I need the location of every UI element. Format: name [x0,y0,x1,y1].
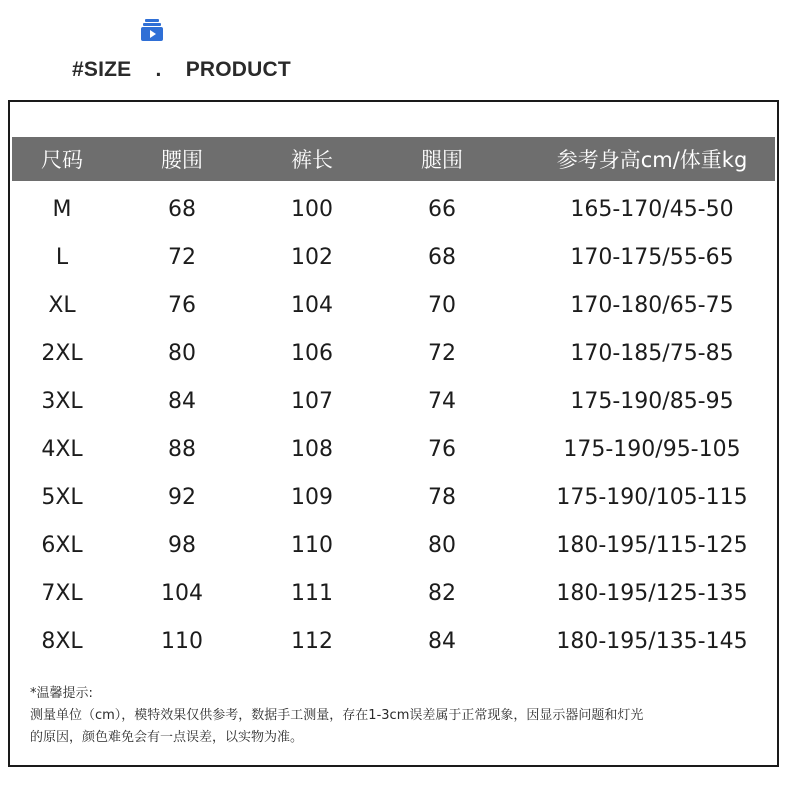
length-cell: 108 [291,436,333,462]
leg-cell: 66 [428,196,456,222]
leg-cell: 84 [428,628,456,654]
waist-cell: 88 [168,436,196,462]
waist-cell: 110 [161,628,203,654]
table-row [12,617,775,665]
length-cell: 111 [291,580,333,606]
waist-cell: 84 [168,388,196,414]
leg-cell: 68 [428,244,456,270]
waist-cell: 76 [168,292,196,318]
length-cell: 110 [291,532,333,558]
size-product-heading [72,58,291,82]
waist-cell: 104 [161,580,203,606]
length-cell: 109 [291,484,333,510]
size-table-header [12,137,775,181]
header-pants-length: 裤长 [291,148,333,172]
height-weight-cell: 175-190/95-105 [563,436,741,462]
size-cell: 5XL [41,484,83,510]
header-leg-width: 腿围 [421,148,463,172]
leg-cell: 70 [428,292,456,318]
notes-line-1: 测量单位（cm），模特效果仅供参考，数据手工测量，存在1-3cm误差属于正常现象，因显示器问题和灯光 [30,708,644,723]
table-row [12,185,775,233]
height-weight-cell: 180-195/135-145 [556,628,748,654]
waist-cell: 72 [168,244,196,270]
height-weight-cell: 180-195/125-135 [556,580,748,606]
table-row [12,281,775,329]
height-weight-cell: 175-190/85-95 [570,388,734,414]
header-size: 尺码 [41,148,83,172]
notes-line-2: 的原因，颜色难免会有一点误差，以实物为准。 [30,730,304,745]
waist-cell: 80 [168,340,196,366]
table-row [12,329,775,377]
table-row [12,569,775,617]
size-cell: 8XL [41,628,83,654]
notes-title: *温馨提示: [30,686,93,701]
height-weight-cell: 175-190/105-115 [556,484,748,510]
measurement-notes [30,683,770,749]
product-label: PRODUCT [185,58,291,81]
size-cell: 4XL [41,436,83,462]
height-weight-cell: 170-175/55-65 [570,244,734,270]
leg-cell: 78 [428,484,456,510]
length-cell: 112 [291,628,333,654]
header-waist: 腰围 [161,148,203,172]
size-chart-frame [8,100,779,767]
size-cell: XL [48,292,76,318]
table-row [12,377,775,425]
length-cell: 100 [291,196,333,222]
size-label: #SIZE [72,58,132,81]
shopping-bag-play-icon [140,18,164,42]
size-cell: 2XL [41,340,83,366]
waist-cell: 92 [168,484,196,510]
height-weight-cell: 170-185/75-85 [570,340,734,366]
waist-cell: 68 [168,196,196,222]
table-row [12,233,775,281]
size-cell: L [55,244,69,270]
length-cell: 104 [291,292,333,318]
table-row [12,425,775,473]
length-cell: 102 [291,244,333,270]
size-cell: 7XL [41,580,83,606]
size-table-body [12,185,775,665]
leg-cell: 76 [428,436,456,462]
header-height-weight: 参考身高cm/体重kg [556,148,748,172]
waist-cell: 98 [168,532,196,558]
height-weight-cell: 165-170/45-50 [570,196,734,222]
leg-cell: 74 [428,388,456,414]
length-cell: 106 [291,340,333,366]
leg-cell: 80 [428,532,456,558]
heading-separator: . [155,58,162,81]
leg-cell: 72 [428,340,456,366]
leg-cell: 82 [428,580,456,606]
table-row [12,521,775,569]
table-row [12,473,775,521]
size-cell: M [52,196,72,222]
height-weight-cell: 180-195/115-125 [556,532,748,558]
size-cell: 3XL [41,388,83,414]
length-cell: 107 [291,388,333,414]
size-cell: 6XL [41,532,83,558]
height-weight-cell: 170-180/65-75 [570,292,734,318]
